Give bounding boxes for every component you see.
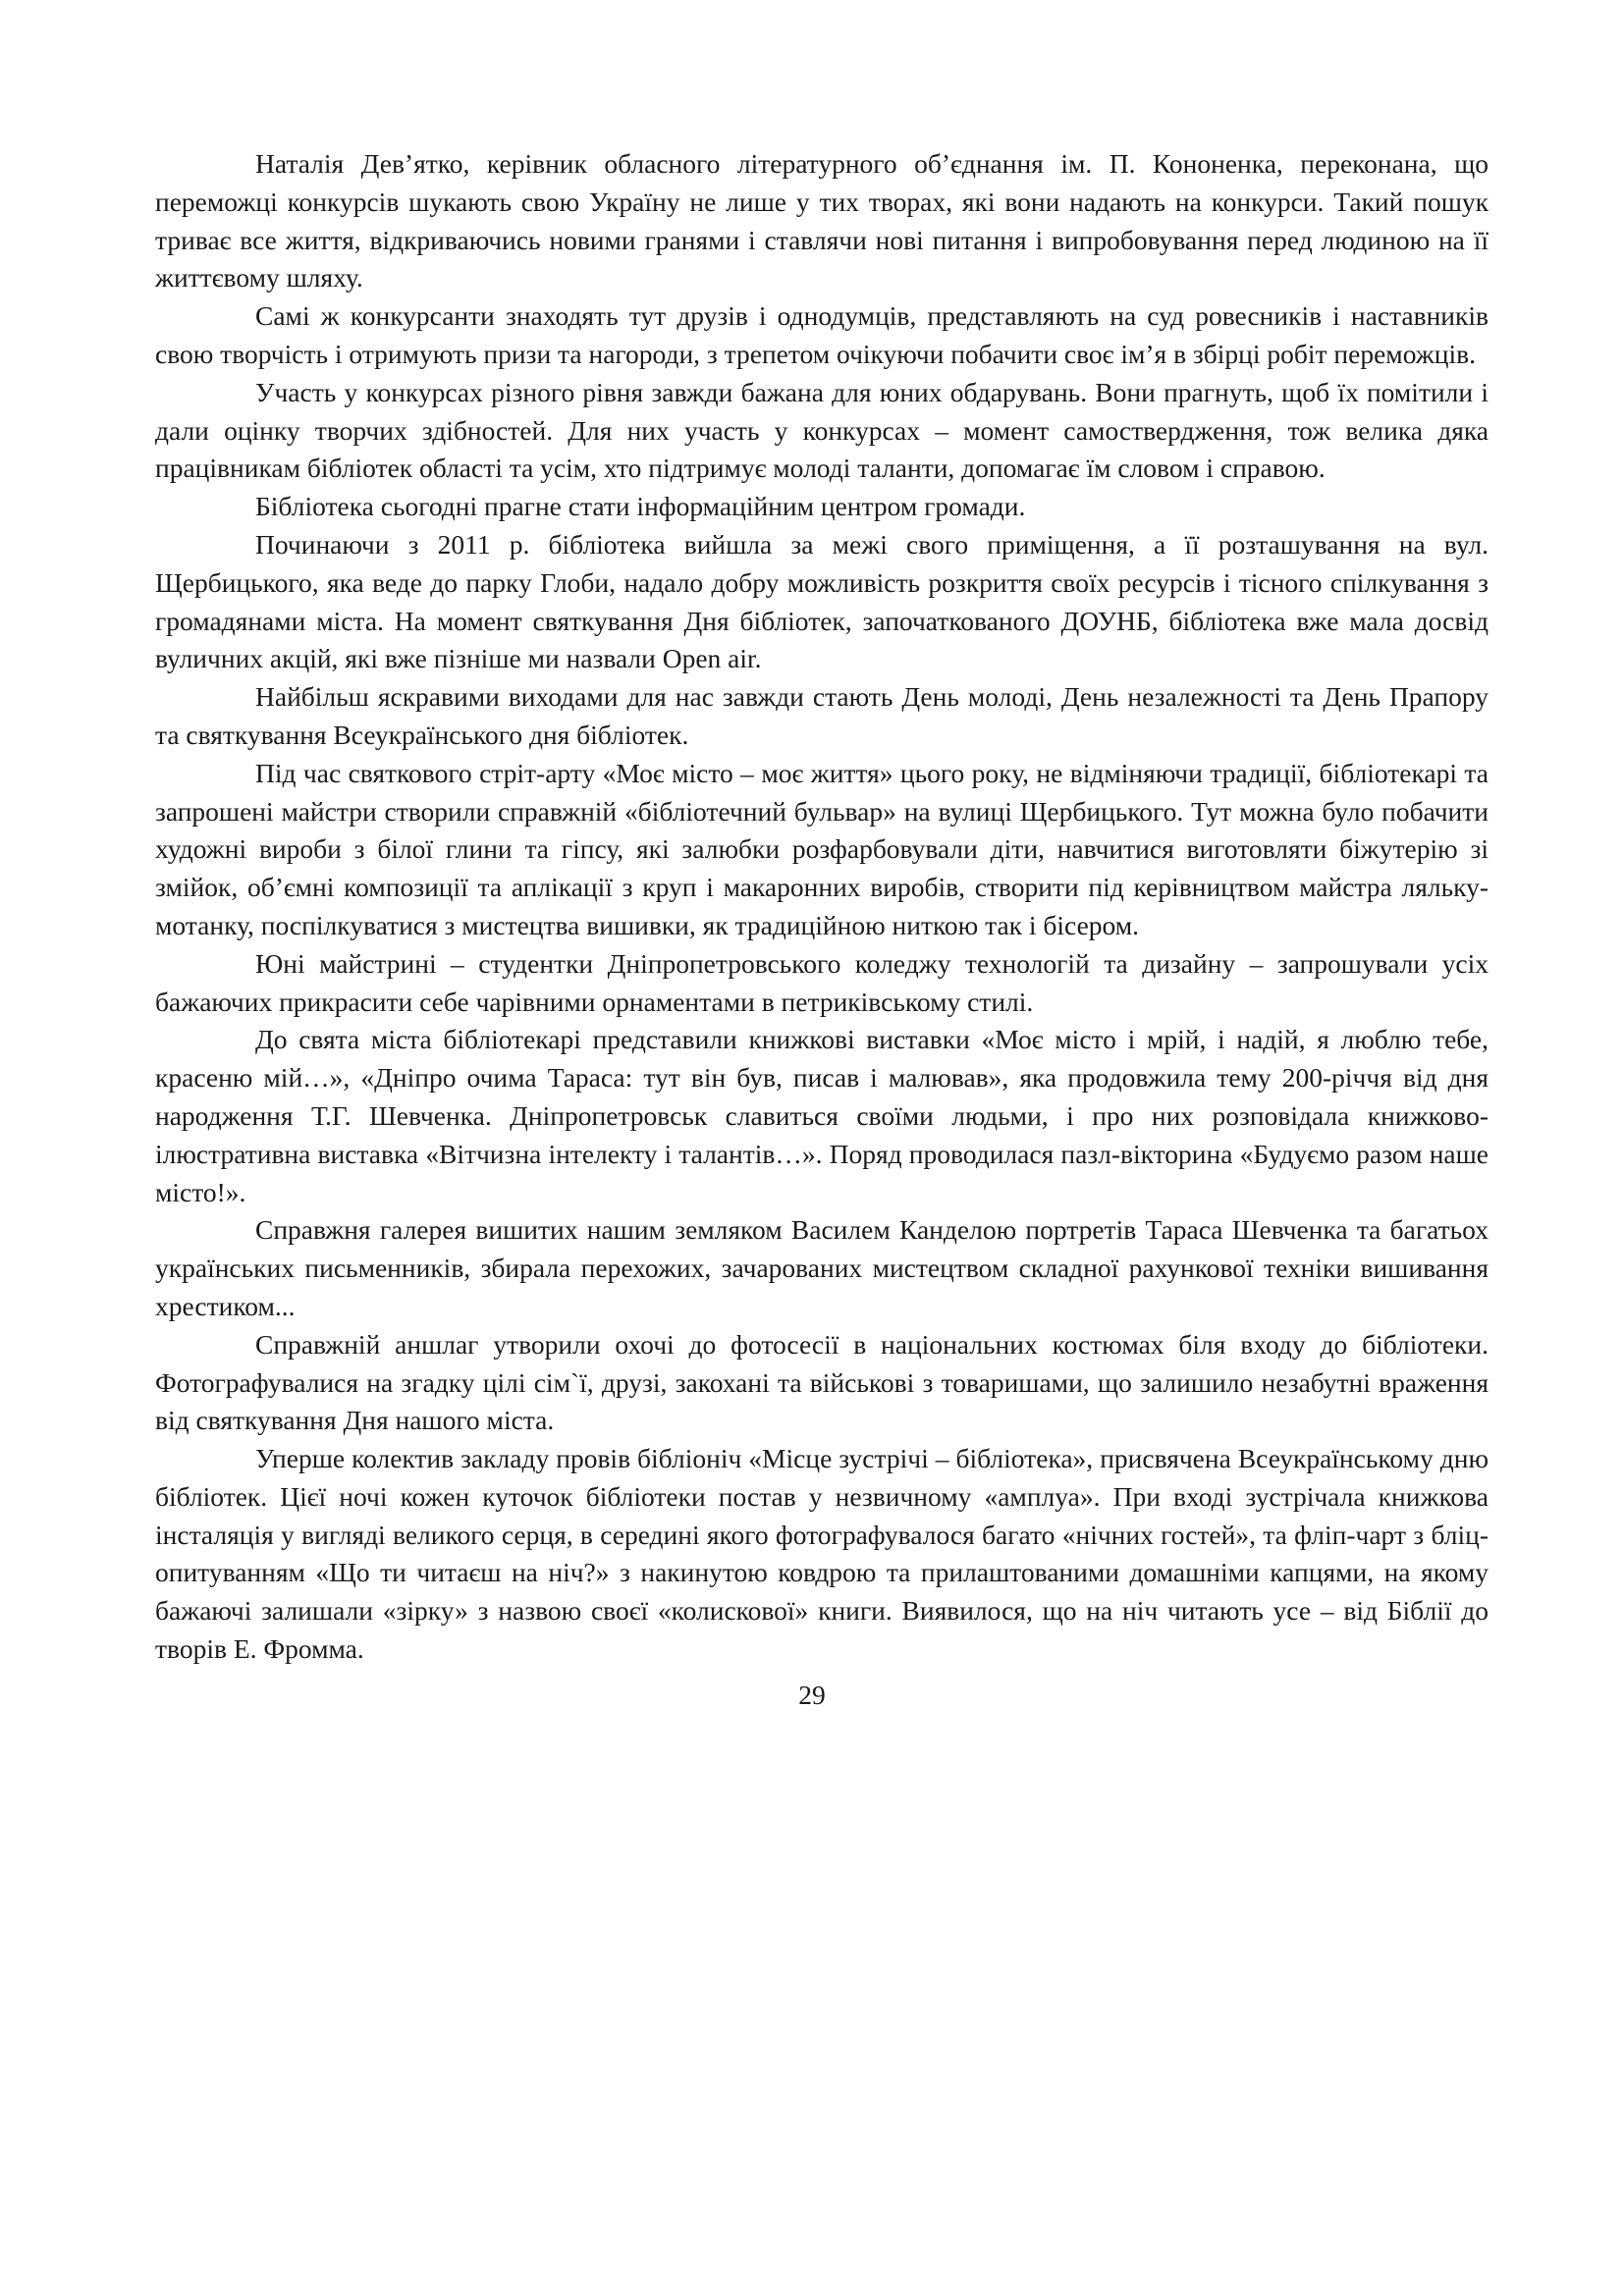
paragraph: Участь у конкурсах різного рівня завжди бажана для юних обдарувань. Вони прагнуть, щоб їх помітили і дали оцінку творчих здібностей. Для них участь у конкурсах – момент самоствердження, тож велика дяка працівникам бібліотек області та усім, хто підтримує молоді таланти, допомагає їм словом і справою. [155,376,1489,484]
paragraph: Справжній аншлаг утворили охочі до фотосесії в національних костюмах біля входу до бібліотеки. Фотографувалися на згадку цілі сім`ї, друзі, закохані та військові з товаришами, що залишило незабутні враження від святкування Дня нашого міста. [155,1328,1489,1436]
paragraph: Справжня галерея вишитих нашим земляком Василем Канделою портретів Тараса Шевченка та багатьох українських письменників, збирала перехожих, зачарованих мистецтвом складної рахункової техніки вишивання хрестиком... [155,1214,1489,1321]
paragraph: Під час святкового стріт-арту «Моє місто – моє життя» цього року, не відміняючи традиції, бібліотекарі та запрошені майстри створили справжній «бібліотечний бульвар» на вулиці Щербицького. Тут можна було побачити художні вироби з білої глини та гіпсу, які залюбки розфарбовували діти, навчитися виготовляти біжутерію зі змійок, об’ємні композиції та аплікації з круп і макаронних виробів, створити під керівництвом майстра ляльку-мотанку, поспілкуватися з мистецтва вишивки, як традиційною ниткою так і бісером. [155,757,1489,940]
paragraph: Найбільш яскравими виходами для нас завжди стають День молоді, День незалежності та День Прапору та святкування Всеукраїнського дня бібліотек. [155,681,1489,750]
paragraph: Уперше колектив закладу провів бібліоніч «Місце зустрічі – бібліотека», присвячена Всеукраїнському дню бібліотек. Цієї ночі кожен куточок бібліотеки постав у незвичному «амплуа». При вході зустрічала книжкова інсталяція у вигляді великого серця, в середині якого фотографувалося багато «нічних гостей», та фліп-чарт з бліц-опитуванням «Що ти читаєш на ніч?» з накинутою ковдрою та прилаштованими домашніми капцями, на якому бажаючі залишали «зірку» з назвою своєї «колискової» книги. Виявилося, що на ніч читають усе – від Біблії до творів Е. Фромма. [155,1443,1489,1665]
paragraph: Бібліотека сьогодні прагне стати інформаційним центром громади. [255,491,1026,522]
paragraph: Юні майстрині – студентки Дніпропетровського коледжу технологій та дизайну – запрошували усіх бажаючих прикрасити себе чарівними орнаментами в петриківському стилі. [155,947,1489,1017]
paragraph: Наталія Дев’ятко, керівник обласного літературного об’єднання ім. П. Кононенка, переконана, що переможці конкурсів шукають свою Україну не лише у тих творах, які вони надають на конкурси. Такий пошук триває все життя, відкриваючись новими гранями і ставлячи нові питання і випробовування перед людиною на її життєвому шляху. [155,148,1489,294]
paragraph: До свята міста бібліотекарі представили книжкові виставки «Моє місто і мрій, і надій, я люблю тебе, красеню мій…», «Дніпро очима Тараса: тут він був, писав і малював», яка продовжила тему 200-річчя від дня народження Т.Г. Шевченка. Дніпропетровськ славиться своїми людьми, і про них розповідала книжково-ілюстративна виставка «Вітчизна інтелекту і талантів…». Поряд проводилася пазл-вікторина «Будуємо разом наше місто!». [155,1024,1489,1207]
paragraph: Починаючи з 2011 р. бібліотека вийшла за межі свого приміщення, а її розташування на вул. Щербицького, яка веде до парку Глоби, надало добру можливість розкриття своїх ресурсів і тісного спілкування з громадянами міста. На момент святкування Дня бібліотек, започаткованого ДОУНБ, бібліотека вже мала досвід вуличних акцій, які вже пізніше ми назвали Open air. [155,528,1489,674]
paragraph: Самі ж конкурсанти знаходять тут друзів і однодумців, представляють на суд ровесників і наставників свою творчість і отримують призи та нагороди, з трепетом очікуючи побачити своє ім’я в збірці робіт переможців. [155,300,1489,369]
page-number: 29 [798,1680,826,1710]
page-body [155,145,1489,1669]
